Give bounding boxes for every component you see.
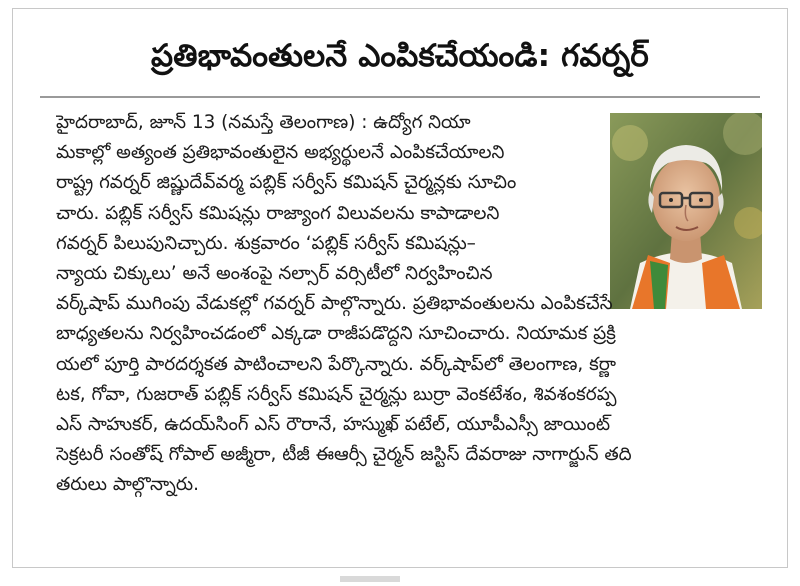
article-line: సెక్రటరీ సంతోష్ గోపాల్ అజ్మీరా, టీజీ ఈఆర్సీ చైర్మన్ జస్టిస్ దేవరాజు నాగార్జున్ తది — [56, 444, 632, 466]
article-line: తరులు పాల్గొన్నారు. — [56, 474, 199, 496]
article-line: ఎస్ సాహుకర్, ఉదయ్‌సింగ్ ఎస్ రౌరానే, హస్ముఖ్ పటేల్, యూపీఎస్సీ జాయింట్ — [56, 414, 611, 436]
article-line: టక, గోవా, గుజరాత్ పబ్లిక్ సర్వీస్ కమిషన్ చైర్మన్లు బుర్రా వెంకటేశం, శివశంకరప్ప — [56, 383, 617, 405]
article-line: రాష్ట్ర గవర్నర్ జిష్ణుదేవ్‌వర్మ పబ్లిక్ సర్వీస్ కమిషన్ చైర్మన్లకు సూచిం — [56, 172, 517, 194]
article-line: గవర్నర్ పిలుపునిచ్చారు. శుక్రవారం ‘పబ్లిక్ సర్వీస్ కమిషన్లు– — [56, 232, 476, 254]
article-line: చారు. పబ్లిక్ సర్వీస్ కమిషన్లు రాజ్యాంగ విలువలను కాపాడాలని — [56, 202, 500, 224]
article-line: న్యాయ చిక్కులు’ అనే అంశంపై నల్సార్ వర్సిటీలో నిర్వహించిన — [56, 263, 493, 285]
article-line: హైదరాబాద్, జూన్ 13 (నమస్తే తెలంగాణ) : ఉద్యోగ నియా — [56, 112, 471, 133]
page-edge-mark — [340, 576, 400, 582]
article-line: మకాల్లో అత్యంత ప్రతిభావంతులైన అభ్యర్థులనే ఎంపికచేయాలని — [56, 142, 505, 164]
article-headline: ప్రతిభావంతులనే ఎంపికచేయండి: గవర్నర్ — [151, 38, 649, 74]
article-line: బాధ్యతలను నిర్వహించడంలో ఎక్కడా రాజీపడొద్దని సూచించారు. నియామక ప్రక్రి — [56, 323, 616, 345]
article-body — [56, 108, 756, 501]
article-line: యలో పూర్తి పారదర్శకత పాటించాలని పేర్కొన్నారు. వర్క్‌షాప్‌లో తెలంగాణ, కర్ణా — [56, 353, 616, 375]
headline-rule — [40, 96, 760, 98]
article-line: వర్క్‌షాప్ ముగింపు వేడుకల్లో గవర్నర్ పాల్గొన్నారు. ప్రతిభావంతులను ఎంపికచేసే — [56, 293, 613, 315]
